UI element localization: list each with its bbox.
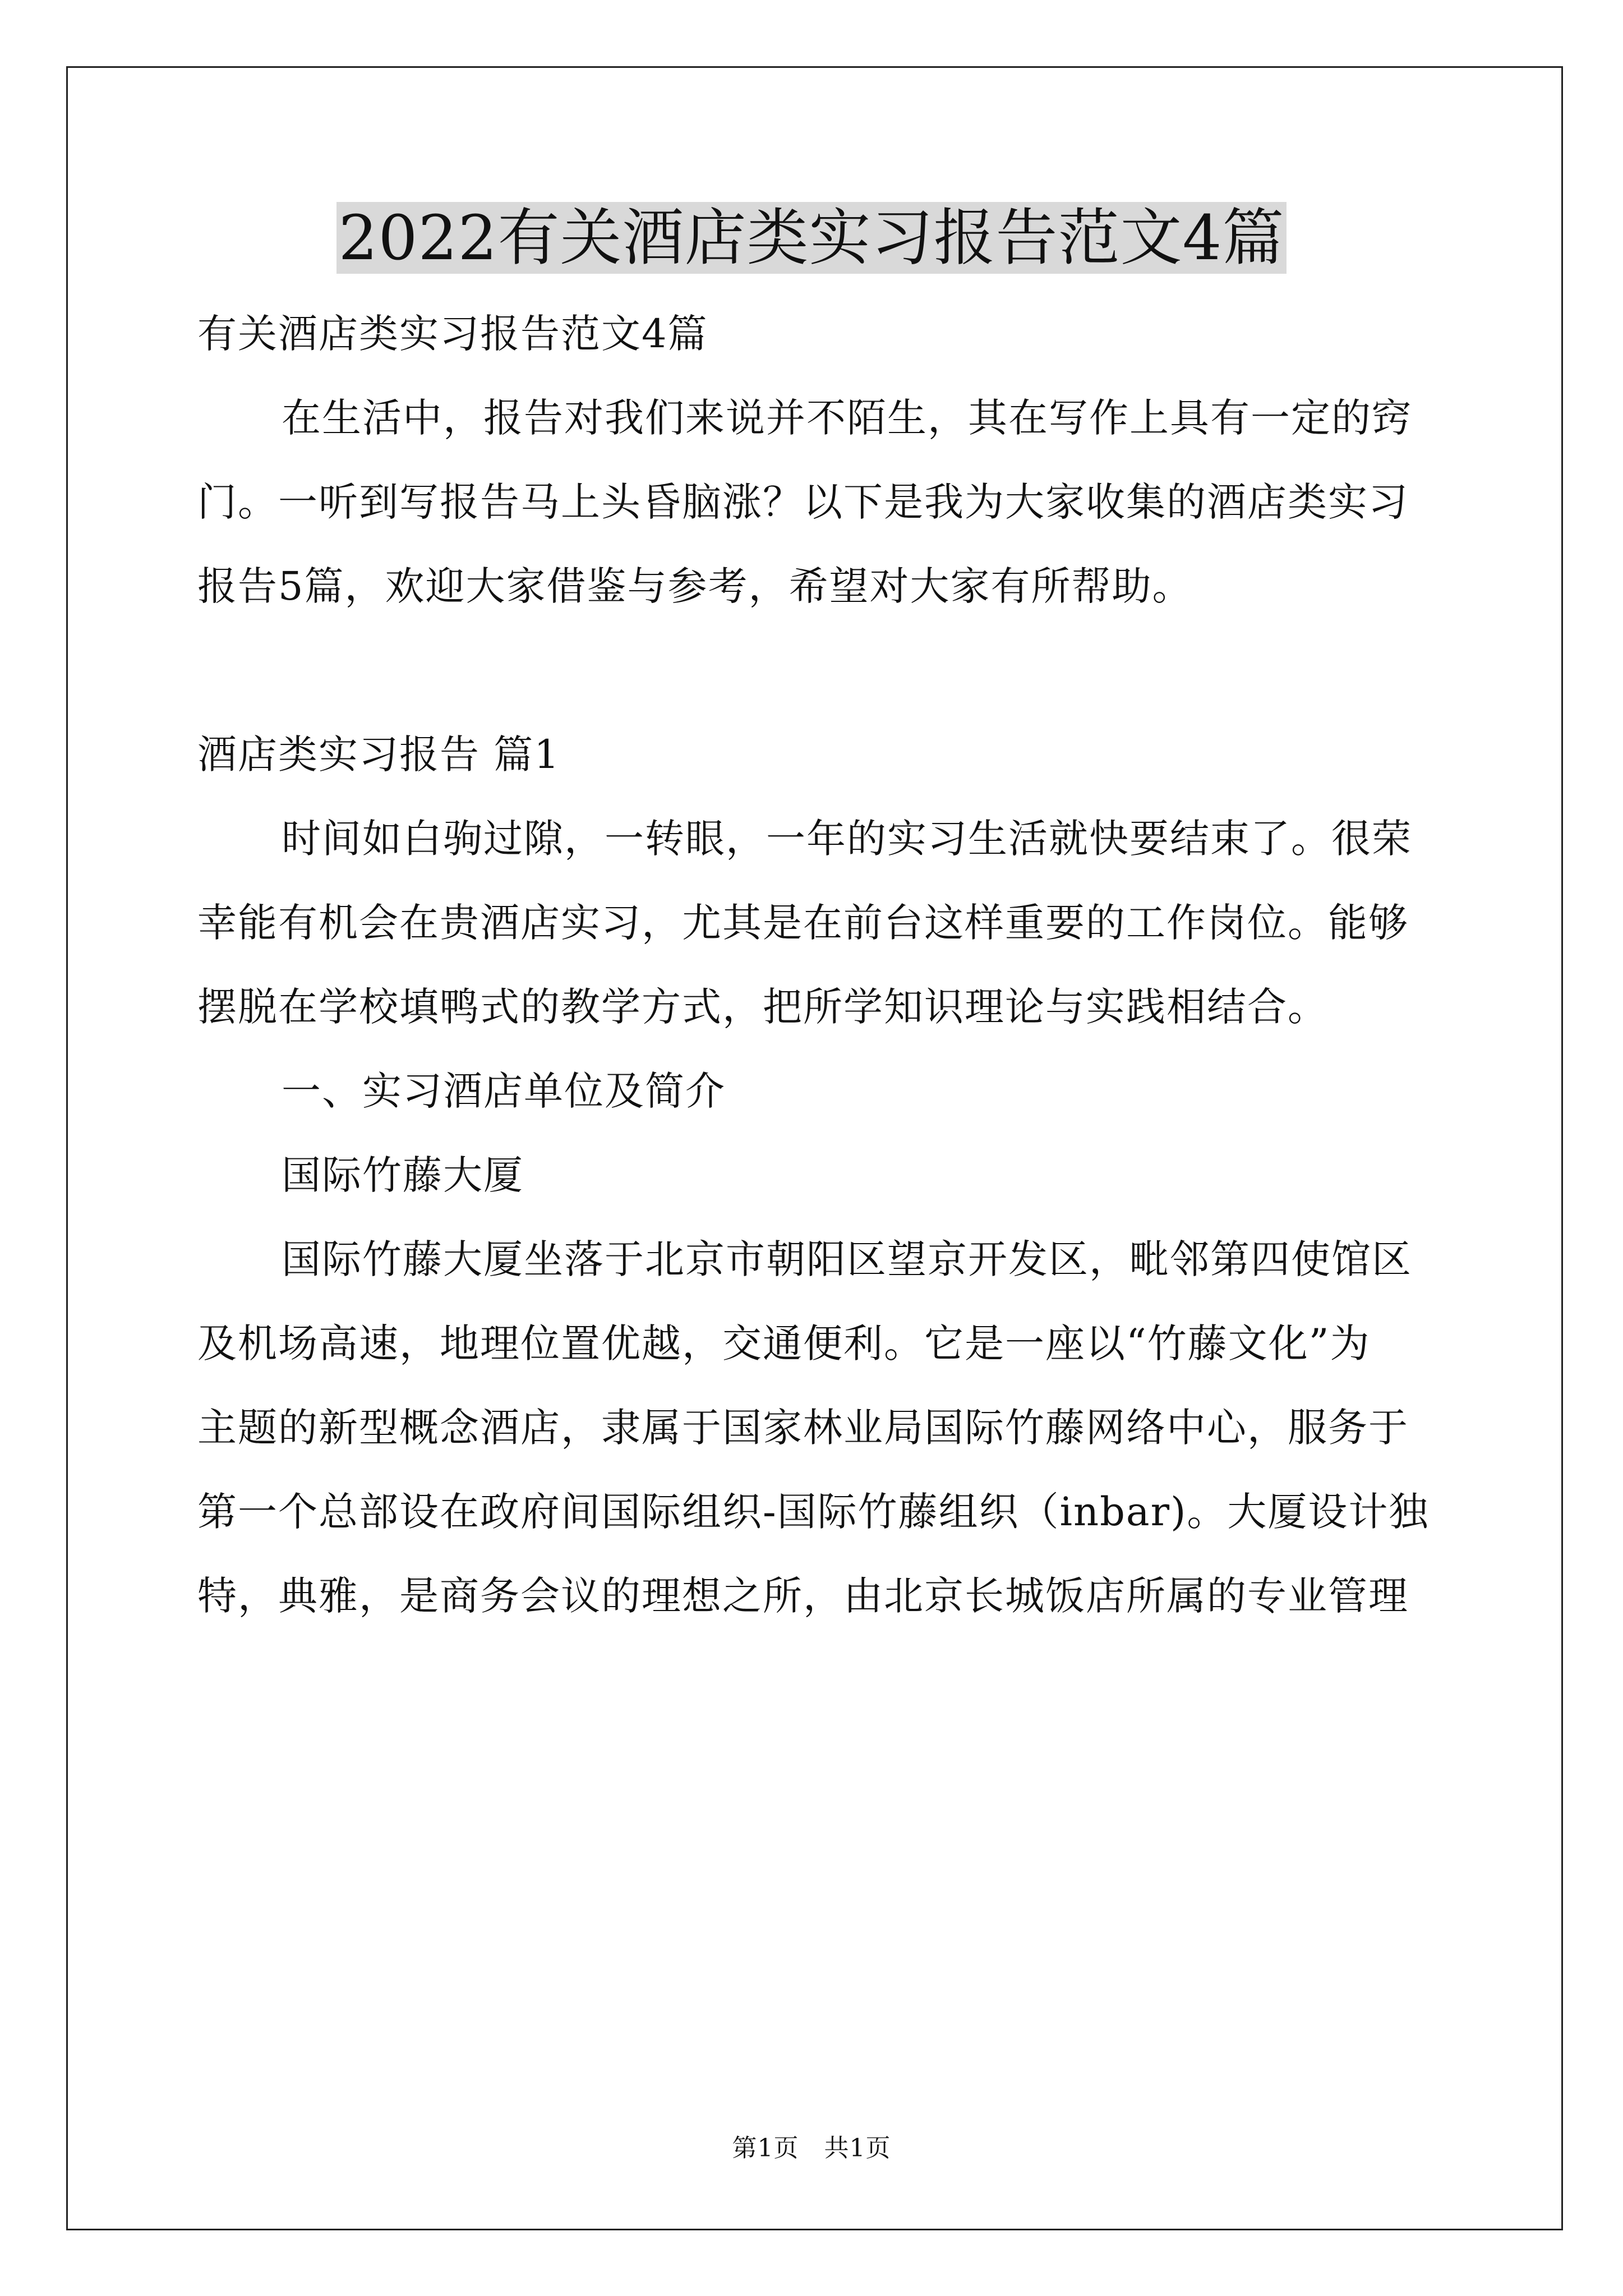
paragraph-1-line-2: 幸能有机会在贵酒店实习，尤其是在前台这样重要的工作岗位。能够 [197, 900, 1409, 946]
spacer [197, 628, 1426, 712]
subtitle-line: 有关酒店类实习报告范文4篇 [197, 311, 708, 357]
intro-line-2: 门。一听到写报告马上头昏脑涨？以下是我为大家收集的酒店类实习 [197, 479, 1409, 525]
hotel-name: 国际竹藤大厦 [282, 1152, 524, 1198]
subsection-heading: 一、实习酒店单位及简介 [282, 1068, 726, 1114]
paragraph-2-line-2: 及机场高速，地理位置优越，交通便利。它是一座以“竹藤文化”为 [197, 1320, 1371, 1366]
paragraph-2-line-1: 国际竹藤大厦坐落于北京市朝阳区望京开发区，毗邻第四使馆区 [282, 1236, 1412, 1282]
paragraph-2-line-3: 主题的新型概念酒店，隶属于国家林业局国际竹藤网络中心，服务于 [197, 1405, 1409, 1451]
document-title: 2022有关酒店类实习报告范文4篇 [336, 202, 1287, 274]
document-body [197, 292, 1430, 1638]
title-container [0, 202, 1623, 274]
paragraph-1-line-1: 时间如白驹过隙，一转眼，一年的实习生活就快要结束了。很荣 [282, 816, 1412, 862]
intro-line-3: 报告5篇，欢迎大家借鉴与参考，希望对大家有所帮助。 [197, 563, 1193, 609]
section-heading: 酒店类实习报告 篇1 [197, 731, 560, 777]
paragraph-2-line-4: 第一个总部设在政府间国际组织-国际竹藤组织（inbar)。大厦设计独 [197, 1489, 1430, 1535]
intro-line-1: 在生活中，报告对我们来说并不陌生，其在写作上具有一定的窍 [282, 395, 1412, 441]
paragraph-1-line-3: 摆脱在学校填鸭式的教学方式，把所学知识理论与实践相结合。 [197, 984, 1328, 1030]
paragraph-2-line-5: 特，典雅，是商务会议的理想之所，由北京长城饭店所属的专业管理 [197, 1573, 1409, 1619]
page-footer: 第1页 共1页 [732, 2134, 891, 2162]
